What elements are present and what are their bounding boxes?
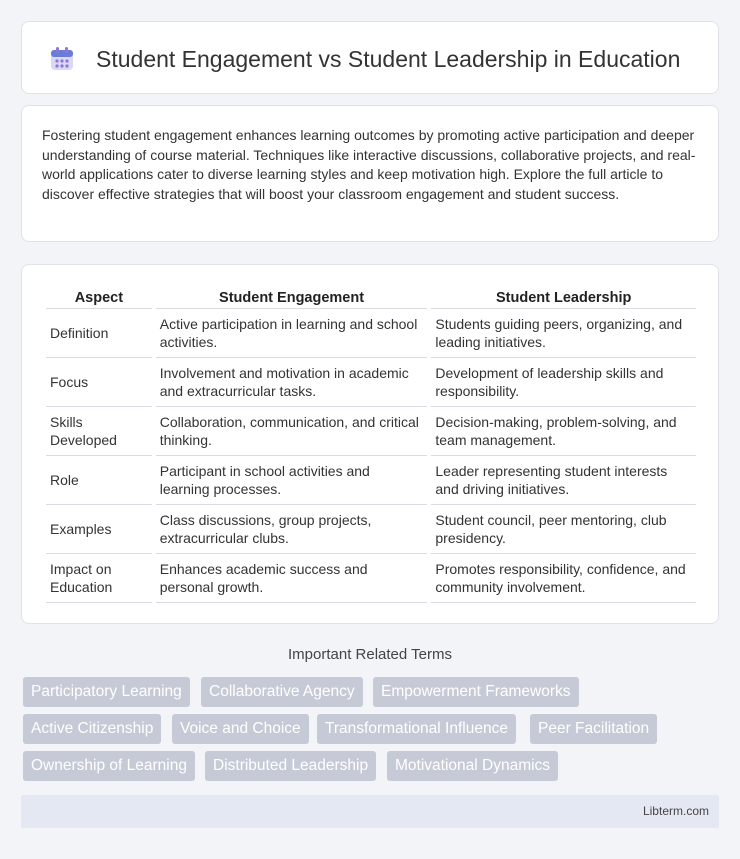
related-term-tag[interactable]: Transformational Influence xyxy=(317,714,516,744)
row-leadership: Promotes responsibility, confidence, and community involvement. xyxy=(431,554,696,603)
row-leadership: Student council, peer mentoring, club presidency. xyxy=(431,505,696,554)
row-engagement: Class discussions, group projects, extracurricular clubs. xyxy=(156,505,428,554)
header-student-engagement: Student Engagement xyxy=(156,285,428,309)
header-card xyxy=(21,21,719,94)
calendar-icon xyxy=(49,46,75,72)
table-row xyxy=(46,456,696,505)
row-aspect: Focus xyxy=(46,358,152,407)
intro-card xyxy=(21,105,719,242)
related-term-tag[interactable]: Peer Facilitation xyxy=(530,714,657,744)
row-aspect: Role xyxy=(46,456,152,505)
table-row xyxy=(46,407,696,456)
table-header-row xyxy=(46,285,696,309)
related-term-tag[interactable]: Distributed Leadership xyxy=(205,751,376,781)
related-term-tag[interactable]: Motivational Dynamics xyxy=(387,751,558,781)
related-term-tag[interactable]: Empowerment Frameworks xyxy=(373,677,579,707)
intro-paragraph: Fostering student engagement enhances learning outcomes by promoting active participation and deeper understanding of course material. Techniques like interactive discussions, collaborative projects, and real-world applications cater to diverse learning styles and keep motivation high. Explore the full article to discover effective strategies that will boost your classroom engagement and student success. xyxy=(42,127,696,202)
table-row xyxy=(46,358,696,407)
row-aspect: Skills Developed xyxy=(46,407,152,456)
row-leadership: Leader representing student interests and driving initiatives. xyxy=(431,456,696,505)
related-term-tag[interactable]: Collaborative Agency xyxy=(201,677,363,707)
related-term-tag[interactable]: Ownership of Learning xyxy=(23,751,195,781)
related-terms-heading: Important Related Terms xyxy=(288,646,452,663)
footer xyxy=(21,795,719,828)
row-engagement: Collaboration, communication, and critical thinking. xyxy=(156,407,428,456)
related-term-tag[interactable]: Participatory Learning xyxy=(23,677,190,707)
table-row xyxy=(46,554,696,603)
row-engagement: Participant in school activities and learning processes. xyxy=(156,456,428,505)
row-aspect: Definition xyxy=(46,309,152,358)
row-aspect: Examples xyxy=(46,505,152,554)
row-leadership: Students guiding peers, organizing, and leading initiatives. xyxy=(431,309,696,358)
header-aspect: Aspect xyxy=(46,285,152,309)
comparison-table-card xyxy=(21,264,719,624)
row-aspect: Impact on Education xyxy=(46,554,152,603)
row-engagement: Enhances academic success and personal growth. xyxy=(156,554,428,603)
table-row xyxy=(46,505,696,554)
row-engagement: Active participation in learning and school activities. xyxy=(156,309,428,358)
page-title: Student Engagement vs Student Leadership in Education xyxy=(96,46,681,72)
row-engagement: Involvement and motivation in academic and extracurricular tasks. xyxy=(156,358,428,407)
footer-site-name[interactable]: Libterm.com xyxy=(642,804,709,818)
related-term-tag[interactable]: Active Citizenship xyxy=(23,714,161,744)
related-term-tag[interactable]: Voice and Choice xyxy=(172,714,309,744)
row-leadership: Development of leadership skills and responsibility. xyxy=(431,358,696,407)
comparison-table xyxy=(42,285,700,603)
header-student-leadership: Student Leadership xyxy=(431,285,696,309)
table-row xyxy=(46,309,696,358)
row-leadership: Decision-making, problem-solving, and team management. xyxy=(431,407,696,456)
